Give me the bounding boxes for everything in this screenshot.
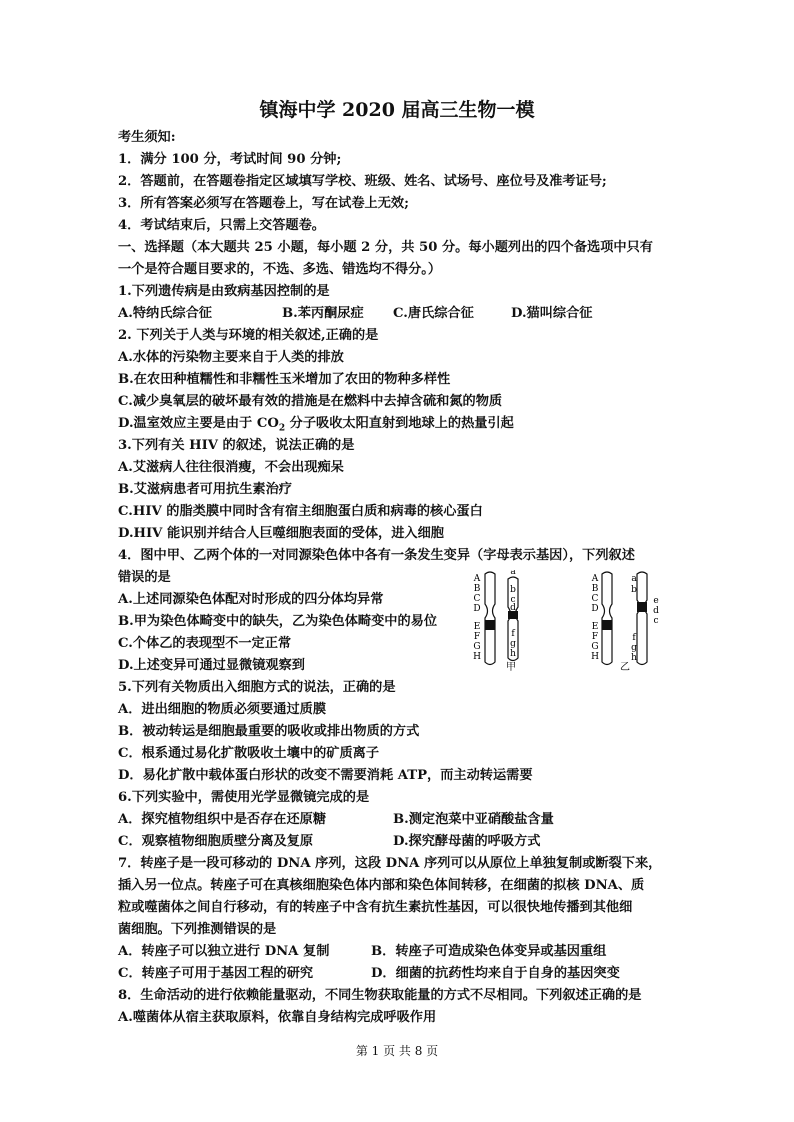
q4-option-a: A.上述同源染色体配对时形成的四分体均异常 xyxy=(118,592,384,607)
figure-label-jia: 甲 xyxy=(506,662,516,672)
q4-option-c: C.个体乙的表现型不一定正常 xyxy=(118,636,292,651)
gene-label: D xyxy=(591,604,599,614)
q6-stem: 6.下列实验中，需使用光学显微镜完成的是 xyxy=(118,790,370,805)
q7-option-d: D．细菌的抗药性均来自于自身的基因突变 xyxy=(371,966,620,981)
q4-option-b: B.甲为染色体畸变中的缺失，乙为染色体畸变中的易位 xyxy=(118,614,438,629)
gene-label: H xyxy=(473,652,481,662)
q7-stem-line3: 粒或噬菌体之间自行移动，有的转座子中含有抗生素抗性基因，可以很快地传播到其他细 xyxy=(118,900,633,915)
gene-label: g xyxy=(631,643,637,653)
gene-label: B xyxy=(473,584,481,594)
q3-option-c: C.HIV 的脂类膜中同时含有宿主细胞蛋白质和病毒的核心蛋白 xyxy=(118,504,483,519)
q1-option-b: B.苯丙酮尿症 xyxy=(282,306,364,321)
q3-option-b: B.艾滋病患者可用抗生素治疗 xyxy=(118,482,292,497)
gene-label: g xyxy=(510,639,516,649)
section-heading-line1: 一、选择题（本大题共 25 小题，每小题 2 分，共 50 分。每小题列出的四个备选项中只有 xyxy=(118,240,653,255)
gene-label: b xyxy=(631,585,637,595)
gene-label: h xyxy=(631,653,637,663)
q5-option-a: A．进出细胞的物质必须要通过质膜 xyxy=(118,702,327,717)
q7-stem-line2: 插入另一位点。转座子可在真核细胞染色体内部和染色体间转移，在细菌的拟核 DNA、质 xyxy=(118,878,645,893)
page-footer: 第 1 页 共 8 页 xyxy=(355,1044,439,1058)
q8-option-a: A.噬菌体从宿主获取原料，依靠自身结构完成呼吸作用 xyxy=(118,1010,437,1025)
yi-right-chromosome xyxy=(637,572,647,665)
q2-option-d-post: 分子吸收太阳直射到地球上的热量引起 xyxy=(285,416,514,431)
q2-option-d xyxy=(118,414,514,439)
jia-left-genes xyxy=(473,574,481,662)
section-heading-line2: 一个是符合题目要求的，不选、多选、错选均不得分。） xyxy=(118,262,442,277)
q7-stem-line4: 菌细胞。下列推测错误的是 xyxy=(118,922,277,937)
q2-stem: 2. 下列关于人类与环境的相关叙述,正确的是 xyxy=(118,328,379,343)
q2-option-a: A.水体的污染物主要来自于人类的排放 xyxy=(118,350,344,365)
gene-label: f xyxy=(511,629,515,639)
q7-option-c: C．转座子可用于基因工程的研究 xyxy=(118,966,314,981)
q6-option-d: D.探究酵母菌的呼吸方式 xyxy=(393,834,541,849)
gene-label: f xyxy=(632,633,636,643)
gene-label: h xyxy=(510,649,516,659)
gene-label: e xyxy=(653,596,659,606)
q4-option-d: D.上述变异可通过显微镜观察到 xyxy=(118,658,305,673)
gene-label: D xyxy=(473,604,481,614)
q6-option-a: A．探究植物组织中是否存在还原糖 xyxy=(118,812,327,827)
figure-label-yi: 乙 xyxy=(620,662,630,672)
gene-label: b xyxy=(510,585,516,595)
notice-heading: 考生须知: xyxy=(118,130,176,145)
q3-option-d: D.HIV 能识别并结合人巨噬细胞表面的受体，进入细胞 xyxy=(118,526,444,541)
q2-option-d-sub: 2 xyxy=(278,423,286,434)
q5-stem: 5.下列有关物质出入细胞方式的说法，正确的是 xyxy=(118,680,396,695)
gene-label: a xyxy=(631,574,637,584)
q8-stem: 8．生命活动的进行依赖能量驱动，不同生物获取能量的方式不尽相同。下列叙述正确的是 xyxy=(118,988,642,1003)
q2-option-c: C.减少臭氧层的破坏最有效的措施是在燃料中去掉含硫和氮的物质 xyxy=(118,394,503,409)
q5-option-d: D．易化扩散中载体蛋白形状的改变不需要消耗 ATP，而主动转运需要 xyxy=(118,768,533,783)
gene-label: C xyxy=(591,594,599,604)
gene-label: c xyxy=(510,595,516,605)
q1-stem: 1.下列遗传病是由致病基因控制的是 xyxy=(118,284,330,299)
gene-label: F xyxy=(473,632,481,642)
q3-stem: 3.下列有关 HIV 的叙述，说法正确的是 xyxy=(118,438,355,453)
notice-item-1: 1．满分 100 分，考试时间 90 分钟; xyxy=(118,152,342,167)
q6-option-c: C．观察植物细胞质壁分离及复原 xyxy=(118,834,314,849)
q7-stem-line1: 7．转座子是一段可移动的 DNA 序列，这段 DNA 序列可以从原位上单独复制或断裂下来， xyxy=(118,856,662,871)
q2-option-b: B.在农田种植糯性和非糯性玉米增加了农田的物种多样性 xyxy=(118,372,451,387)
gene-label: a xyxy=(510,570,516,577)
gene-label: B xyxy=(591,584,599,594)
page-title: 镇海中学 2020 届高三生物一模 xyxy=(259,99,535,121)
jia-left-chromosome xyxy=(485,572,495,665)
yi-left-chromosome xyxy=(602,572,612,665)
q4-stem-line1: 4．图中甲、乙两个体的一对同源染色体中各有一条发生变异（字母表示基因），下列叙述 xyxy=(118,548,635,563)
q4-stem-line2: 错误的是 xyxy=(118,570,171,585)
gene-label: E xyxy=(473,622,481,632)
gene-label: H xyxy=(591,652,599,662)
gene-label: A xyxy=(473,574,481,584)
gene-label: d xyxy=(510,603,516,613)
gene-label: A xyxy=(591,574,599,584)
q1-option-a: A.特纳氏综合征 xyxy=(118,306,212,321)
yi-left-genes xyxy=(591,574,599,662)
notice-item-3: 3．所有答案必须写在答题卷上，写在试卷上无效; xyxy=(118,196,409,211)
gene-label: F xyxy=(591,632,599,642)
notice-item-2: 2．答题前，在答题卷指定区域填写学校、班级、姓名、试场号、座位号及准考证号; xyxy=(118,174,607,189)
q2-option-d-pre: D.温室效应主要是由于 CO xyxy=(118,416,279,431)
q1-option-c: C.唐氏综合征 xyxy=(393,306,474,321)
q7-option-a: A．转座子可以独立进行 DNA 复制 xyxy=(118,944,330,959)
gene-label: G xyxy=(591,642,599,652)
gene-label: c xyxy=(653,616,659,626)
gene-label: d xyxy=(653,606,659,616)
notice-item-4: 4．考试结束后，只需上交答题卷。 xyxy=(118,218,325,233)
gene-label: G xyxy=(473,642,481,652)
chromosome-figure xyxy=(468,570,678,672)
gene-label: C xyxy=(473,594,481,604)
q6-option-b: B.测定泡菜中亚硝酸盐含量 xyxy=(393,812,554,827)
q5-option-c: C．根系通过易化扩散吸收土壤中的矿质离子 xyxy=(118,746,380,761)
q3-option-a: A.艾滋病人往往很消瘦，不会出现痴呆 xyxy=(118,460,344,475)
q7-option-b: B．转座子可造成染色体变异或基因重组 xyxy=(371,944,607,959)
q1-option-d: D.猫叫综合征 xyxy=(511,306,593,321)
q5-option-b: B．被动转运是细胞最重要的吸收或排出物质的方式 xyxy=(118,724,420,739)
gene-label: E xyxy=(591,622,599,632)
